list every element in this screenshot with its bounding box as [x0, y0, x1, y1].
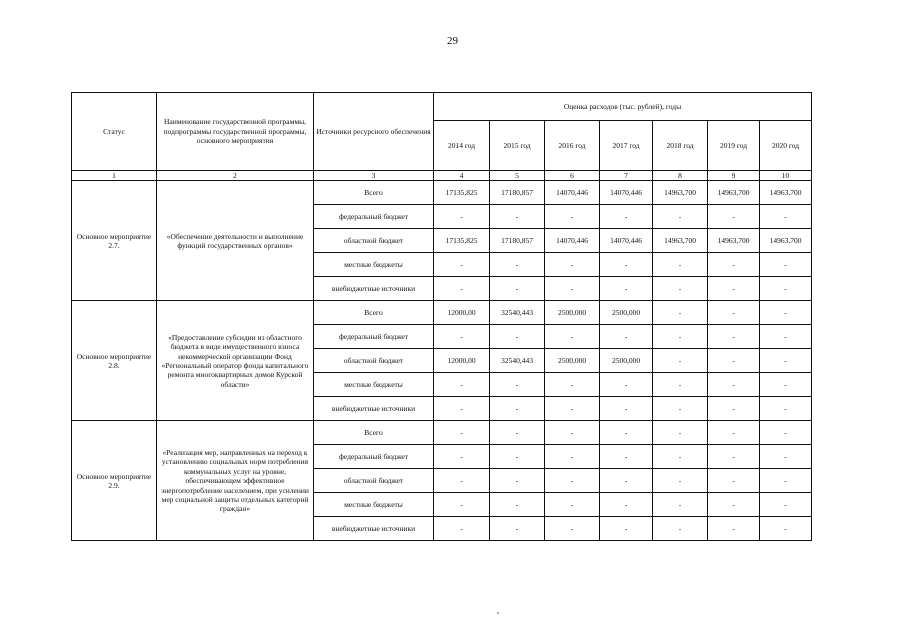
value-cell: -: [434, 493, 490, 517]
value-cell: -: [545, 205, 600, 229]
value-cell: -: [434, 277, 490, 301]
value-cell: -: [490, 421, 545, 445]
value-cell: -: [760, 205, 812, 229]
header-year: 2020 год: [760, 121, 812, 171]
table-row: [72, 421, 812, 445]
value-cell: -: [545, 253, 600, 277]
value-cell: 14963,700: [653, 181, 708, 205]
source-cell: федеральный бюджет: [314, 445, 434, 469]
value-cell: -: [653, 421, 708, 445]
table-row: [72, 181, 812, 205]
value-cell: -: [490, 205, 545, 229]
value-cell: -: [434, 445, 490, 469]
value-cell: -: [760, 349, 812, 373]
value-cell: 2500,000: [545, 301, 600, 325]
source-cell: Всего: [314, 301, 434, 325]
value-cell: -: [490, 445, 545, 469]
value-cell: -: [653, 277, 708, 301]
value-cell: -: [708, 301, 760, 325]
value-cell: -: [490, 373, 545, 397]
value-cell: 2500,000: [600, 349, 653, 373]
status-cell: Основное мероприятие 2.9.: [72, 421, 157, 541]
value-cell: -: [760, 373, 812, 397]
column-number: 4: [434, 171, 490, 181]
value-cell: 14070,446: [600, 229, 653, 253]
value-cell: -: [653, 493, 708, 517]
header-year: 2014 год: [434, 121, 490, 171]
value-cell: -: [545, 421, 600, 445]
value-cell: -: [545, 373, 600, 397]
value-cell: -: [653, 397, 708, 421]
source-cell: внебюджетные источники: [314, 517, 434, 541]
value-cell: -: [545, 469, 600, 493]
value-cell: 14963,700: [653, 229, 708, 253]
value-cell: -: [708, 421, 760, 445]
column-number: 3: [314, 171, 434, 181]
value-cell: 17135,825: [434, 181, 490, 205]
value-cell: -: [434, 373, 490, 397]
value-cell: -: [653, 349, 708, 373]
value-cell: 14963,700: [708, 181, 760, 205]
value-cell: -: [708, 493, 760, 517]
value-cell: -: [708, 445, 760, 469]
value-cell: -: [708, 373, 760, 397]
value-cell: -: [760, 493, 812, 517]
header-name: Наименование государственной программы, подпрограммы государственной программы, основного мероприятия: [157, 93, 314, 171]
value-cell: -: [653, 445, 708, 469]
source-cell: Всего: [314, 181, 434, 205]
value-cell: -: [760, 397, 812, 421]
value-cell: 14070,446: [600, 181, 653, 205]
column-number: 6: [545, 171, 600, 181]
source-cell: областной бюджет: [314, 229, 434, 253]
header-year: 2017 год: [600, 121, 653, 171]
value-cell: -: [600, 517, 653, 541]
source-cell: внебюджетные источники: [314, 397, 434, 421]
value-cell: -: [708, 349, 760, 373]
value-cell: -: [708, 517, 760, 541]
column-number: 2: [157, 171, 314, 181]
value-cell: -: [653, 253, 708, 277]
value-cell: 14070,446: [545, 229, 600, 253]
measure-name-cell: «Предоставление субсидии из областного бюджета в виде имущественного взноса некоммерческой организации Фонд «Региональный оператор фонда капитального ремонта многоквартирных домов Курской области»: [157, 301, 314, 421]
value-cell: -: [545, 517, 600, 541]
measure-name-cell: «Обеспечение деятельности и выполнение функций государственных органов»: [157, 181, 314, 301]
value-cell: 14070,446: [545, 181, 600, 205]
value-cell: -: [760, 325, 812, 349]
value-cell: -: [490, 493, 545, 517]
value-cell: 17135,825: [434, 229, 490, 253]
value-cell: -: [760, 277, 812, 301]
value-cell: -: [600, 421, 653, 445]
value-cell: 17180,857: [490, 181, 545, 205]
value-cell: -: [760, 421, 812, 445]
value-cell: -: [600, 277, 653, 301]
value-cell: -: [600, 445, 653, 469]
value-cell: -: [708, 325, 760, 349]
value-cell: -: [653, 205, 708, 229]
value-cell: -: [545, 397, 600, 421]
value-cell: -: [490, 469, 545, 493]
header-sources: Источники ресурсного обеспечения: [314, 93, 434, 171]
header-year: 2016 год: [545, 121, 600, 171]
value-cell: 32540,443: [490, 301, 545, 325]
value-cell: -: [600, 397, 653, 421]
value-cell: -: [545, 493, 600, 517]
value-cell: -: [490, 517, 545, 541]
source-cell: внебюджетные источники: [314, 277, 434, 301]
value-cell: -: [760, 517, 812, 541]
value-cell: -: [708, 253, 760, 277]
header-year: 2019 год: [708, 121, 760, 171]
value-cell: -: [490, 325, 545, 349]
value-cell: -: [708, 469, 760, 493]
value-cell: -: [545, 325, 600, 349]
value-cell: -: [490, 397, 545, 421]
value-cell: -: [434, 421, 490, 445]
value-cell: -: [708, 277, 760, 301]
value-cell: -: [653, 301, 708, 325]
source-cell: местные бюджеты: [314, 493, 434, 517]
source-cell: областной бюджет: [314, 469, 434, 493]
header-estimate: Оценка расходов (тыс. рублей), годы: [434, 93, 812, 121]
value-cell: 12000,00: [434, 301, 490, 325]
value-cell: -: [490, 277, 545, 301]
header-year: 2015 год: [490, 121, 545, 171]
value-cell: -: [600, 205, 653, 229]
table-body: [72, 181, 812, 541]
resource-table: [71, 92, 812, 541]
value-cell: -: [708, 205, 760, 229]
status-cell: Основное мероприятие 2.7.: [72, 181, 157, 301]
value-cell: -: [760, 301, 812, 325]
value-cell: -: [434, 517, 490, 541]
column-number: 10: [760, 171, 812, 181]
value-cell: -: [760, 445, 812, 469]
value-cell: -: [600, 253, 653, 277]
source-cell: федеральный бюджет: [314, 325, 434, 349]
value-cell: 17180,857: [490, 229, 545, 253]
value-cell: -: [434, 469, 490, 493]
value-cell: -: [653, 469, 708, 493]
value-cell: 2500,000: [600, 301, 653, 325]
column-number: 1: [72, 171, 157, 181]
source-cell: местные бюджеты: [314, 373, 434, 397]
source-cell: федеральный бюджет: [314, 205, 434, 229]
measure-name-cell: «Реализация мер, направленных на переход к установлению социальных норм потребления коммунальных услуг на уровне, обеспечивающем эффективное энергопотребление населением, при усилении мер социальной защиты отдельных категорий граждан»: [157, 421, 314, 541]
value-cell: -: [708, 397, 760, 421]
source-cell: Всего: [314, 421, 434, 445]
header-status: Статус: [72, 93, 157, 171]
value-cell: -: [490, 253, 545, 277]
column-number: 5: [490, 171, 545, 181]
source-cell: областной бюджет: [314, 349, 434, 373]
value-cell: -: [434, 205, 490, 229]
value-cell: -: [653, 373, 708, 397]
column-number: 7: [600, 171, 653, 181]
value-cell: 2500,000: [545, 349, 600, 373]
value-cell: -: [600, 325, 653, 349]
status-cell: Основное мероприятие 2.8.: [72, 301, 157, 421]
value-cell: 14963,700: [760, 229, 812, 253]
column-number: 9: [708, 171, 760, 181]
table-row: [72, 301, 812, 325]
source-cell: местные бюджеты: [314, 253, 434, 277]
column-number: 8: [653, 171, 708, 181]
value-cell: -: [545, 445, 600, 469]
value-cell: -: [653, 517, 708, 541]
value-cell: -: [545, 277, 600, 301]
value-cell: -: [760, 469, 812, 493]
value-cell: -: [600, 469, 653, 493]
header-year: 2018 год: [653, 121, 708, 171]
value-cell: -: [760, 253, 812, 277]
value-cell: 32540,443: [490, 349, 545, 373]
value-cell: -: [600, 493, 653, 517]
value-cell: -: [600, 373, 653, 397]
value-cell: -: [434, 397, 490, 421]
value-cell: 12000,00: [434, 349, 490, 373]
page-number: 29: [447, 35, 458, 47]
value-cell: 14963,700: [760, 181, 812, 205]
value-cell: -: [434, 253, 490, 277]
value-cell: -: [434, 325, 490, 349]
value-cell: -: [653, 325, 708, 349]
value-cell: 14963,700: [708, 229, 760, 253]
scan-speck: [497, 612, 499, 614]
column-number-row: [72, 171, 812, 181]
